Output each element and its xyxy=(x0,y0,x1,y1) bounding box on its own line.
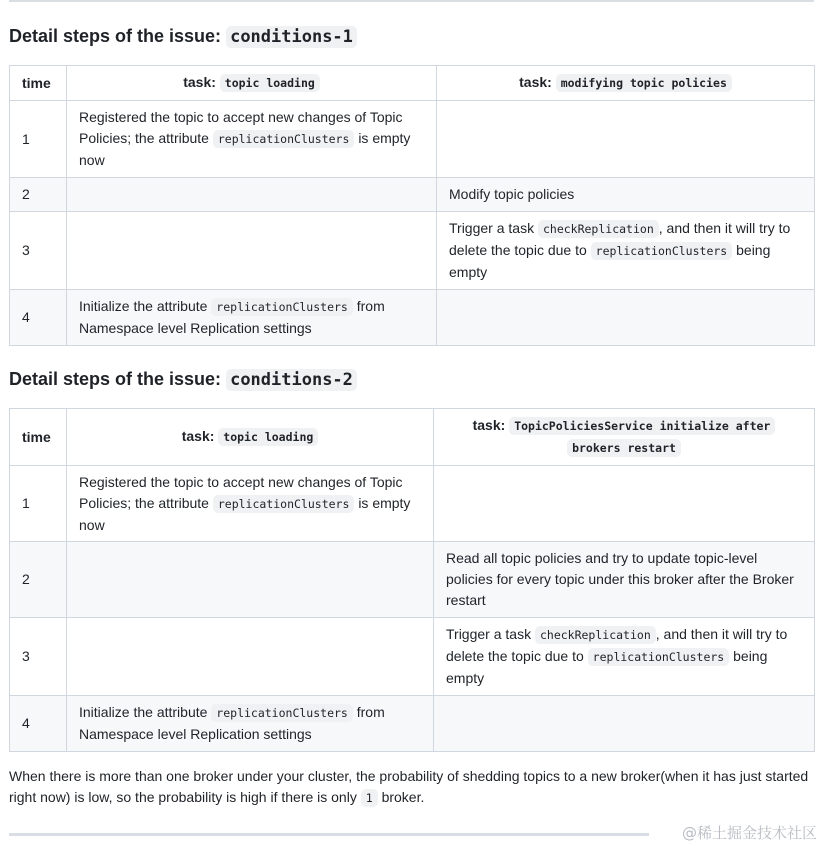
cell-task-2 xyxy=(437,290,815,346)
section2-heading: Detail steps of the issue: conditions-2 xyxy=(9,369,357,390)
section1-heading: Detail steps of the issue: conditions-1 xyxy=(9,26,357,47)
cell-task-2: Trigger a task checkReplication , and then it will try to delete the topic due to replicationClusters being empty xyxy=(434,618,815,696)
cell-task-1 xyxy=(67,212,437,290)
header-time: time xyxy=(10,409,67,466)
cell-task-1: Registered the topic to accept new changes of Topic Policies; the attribute replicationClusters is empty now xyxy=(67,466,434,542)
table-row xyxy=(10,618,815,696)
cell-task-2 xyxy=(437,101,815,178)
cell-task-1 xyxy=(67,618,434,696)
table-row xyxy=(10,542,815,618)
cell-time: 4 xyxy=(10,290,67,346)
cell-time: 1 xyxy=(10,466,67,542)
table-header-row xyxy=(10,409,815,466)
header-task-1: task: topic loading xyxy=(67,66,437,101)
cell-time: 3 xyxy=(10,212,67,290)
cell-time: 1 xyxy=(10,101,67,178)
bottom-rule xyxy=(9,833,649,836)
section1-table xyxy=(9,65,815,346)
cell-task-2 xyxy=(434,696,815,752)
cell-time: 4 xyxy=(10,696,67,752)
cell-task-2: Modify topic policies xyxy=(437,178,815,212)
table-row xyxy=(10,696,815,752)
section2-table xyxy=(9,408,815,752)
cell-task-2 xyxy=(434,466,815,542)
table-row xyxy=(10,466,815,542)
table-header-row xyxy=(10,66,815,101)
table-row xyxy=(10,290,815,346)
footnote-paragraph: When there is more than one broker under your cluster, the probability of shedding topics to a new broker(when it has just started right now) is low, so the probability is high if there is only 1 broker. xyxy=(9,768,809,805)
cell-task-2: Trigger a task checkReplication , and then it will try to delete the topic due to replicationClusters being empty xyxy=(437,212,815,290)
cell-task-1 xyxy=(67,542,434,618)
cell-time: 3 xyxy=(10,618,67,696)
cell-time: 2 xyxy=(10,178,67,212)
cell-task-1 xyxy=(67,178,437,212)
top-rule xyxy=(9,0,814,2)
cell-task-2: Read all topic policies and try to update topic-level policies for every topic under this broker after the Broker restart xyxy=(434,542,815,618)
table-row xyxy=(10,212,815,290)
cell-task-1: Initialize the attribute replicationClusters from Namespace level Replication settings xyxy=(67,696,434,752)
table-row xyxy=(10,178,815,212)
watermark: @稀土掘金技术社区 xyxy=(681,824,817,842)
header-task-1: task: topic loading xyxy=(67,409,434,466)
header-task-2: task: TopicPoliciesService initialize after brokers restart xyxy=(434,409,815,466)
cell-task-1: Registered the topic to accept new changes of Topic Policies; the attribute replicationClusters is empty now xyxy=(67,101,437,178)
table-row xyxy=(10,101,815,178)
header-time: time xyxy=(10,66,67,101)
cell-task-1: Initialize the attribute replicationClusters from Namespace level Replication settings xyxy=(67,290,437,346)
cell-time: 2 xyxy=(10,542,67,618)
header-task-2: task: modifying topic policies xyxy=(437,66,815,101)
